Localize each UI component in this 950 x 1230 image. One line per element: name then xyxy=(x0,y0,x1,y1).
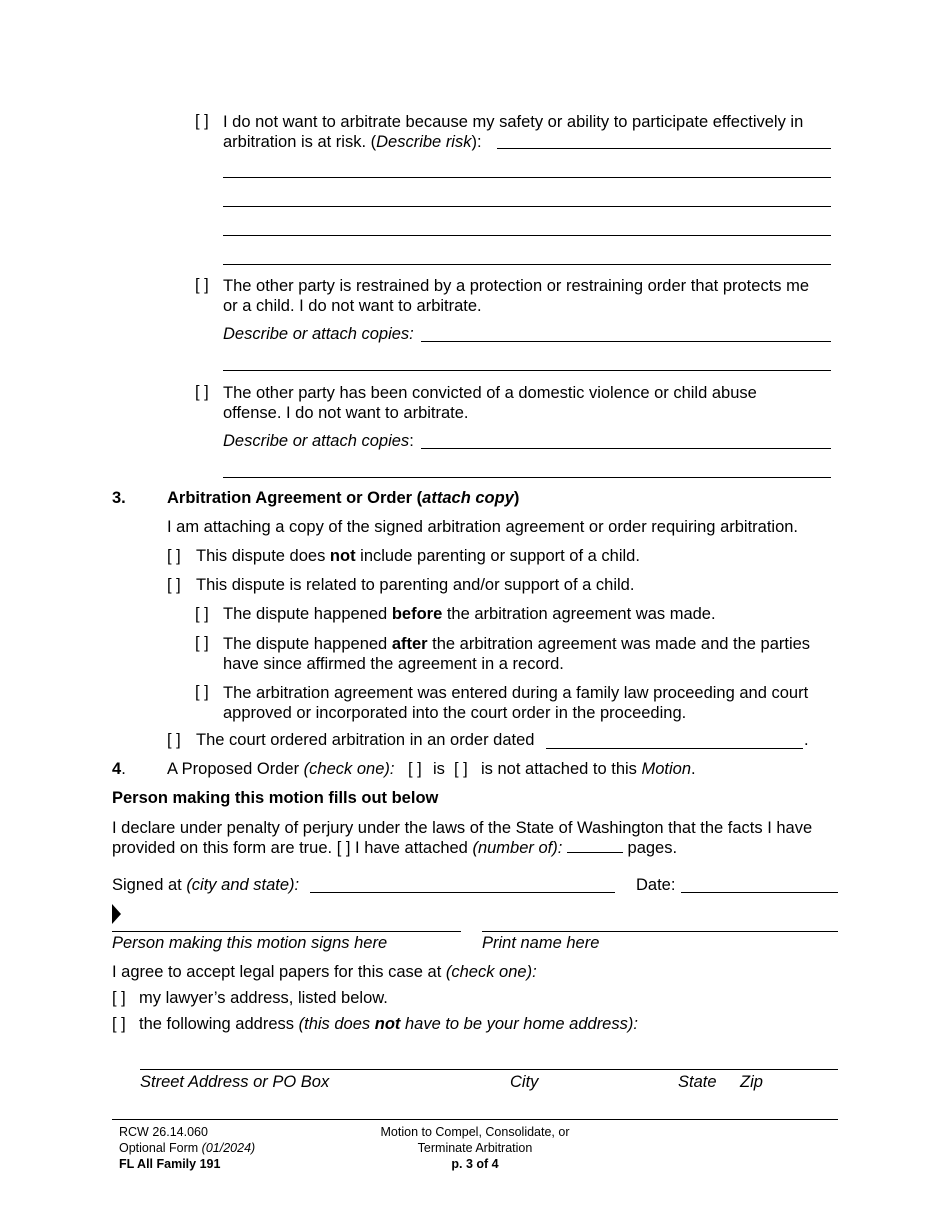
lawyer-address-text: my lawyer’s address, listed below. xyxy=(139,989,388,1007)
risk-field-line-3[interactable] xyxy=(223,206,831,207)
court-ordered-text: The court ordered arbitration in an order dated xyxy=(196,731,535,749)
following-address-text: the following address (this does not have to be your home address): xyxy=(139,1015,638,1033)
signature-label: Person making this motion signs here xyxy=(112,934,388,952)
conviction-checkbox[interactable]: [ ] xyxy=(195,383,209,401)
dispute-after-text xyxy=(223,634,843,674)
risk-line1: I do not want to arbitrate because my safety or ability to participate effectively in xyxy=(223,113,804,131)
footer-divider xyxy=(112,1119,838,1120)
conviction-line1: The other party has been convicted of a domestic violence or child abuse xyxy=(223,384,757,402)
address-field[interactable] xyxy=(140,1069,838,1070)
agreement-entered-line2: approved or incorporated into the court order in the proceeding. xyxy=(223,704,687,722)
protection-describe-label: Describe or attach copies: xyxy=(223,325,414,343)
risk-item-text xyxy=(223,112,843,152)
protection-line1: The other party is restrained by a protection or restraining order that protects me xyxy=(223,277,810,295)
street-label: Street Address or PO Box xyxy=(140,1073,330,1091)
signature-field[interactable] xyxy=(112,931,461,932)
risk-field-line-1[interactable] xyxy=(497,148,831,149)
proposed-order-is-not-checkbox[interactable]: [ ] xyxy=(454,760,468,778)
section4-text: A Proposed Order (check one): xyxy=(167,760,395,778)
protection-line2: or a child. I do not want to arbitrate. xyxy=(223,297,482,315)
risk-field-line-4[interactable] xyxy=(223,235,831,236)
following-address-checkbox[interactable]: [ ] xyxy=(112,1015,126,1033)
protection-field-line-2[interactable] xyxy=(223,370,831,371)
signer-heading: Person making this motion fills out below xyxy=(112,789,439,807)
section3-title: Arbitration Agreement or Order (attach copy) xyxy=(167,489,520,507)
declaration-text xyxy=(112,818,852,858)
footer-title-line1: Motion to Compel, Consolidate, or xyxy=(380,1125,570,1139)
risk-field-line-5[interactable] xyxy=(223,264,831,265)
court-order-date-field[interactable] xyxy=(546,748,803,749)
footer-title-line2: Terminate Arbitration xyxy=(417,1141,533,1155)
parenting-related-text: This dispute is related to parenting and/or support of a child. xyxy=(196,576,635,594)
print-name-label: Print name here xyxy=(482,934,600,952)
footer-page: p. 3 of 4 xyxy=(451,1157,499,1171)
risk-line2: arbitration is at risk. (Describe risk): xyxy=(223,133,482,151)
pages-count-field[interactable] xyxy=(567,838,623,853)
risk-field-line-2[interactable] xyxy=(223,177,831,178)
agreement-entered-line1: The arbitration agreement was entered during a family law proceeding and court xyxy=(223,684,809,702)
signed-at-label: Signed at (city and state): xyxy=(112,876,300,894)
agreement-entered-text xyxy=(223,683,843,723)
footer-form-id: FL All Family 191 xyxy=(119,1157,221,1171)
parenting-related-checkbox[interactable]: [ ] xyxy=(167,576,181,594)
dispute-after-line2: have since affirmed the agreement in a record. xyxy=(223,655,564,673)
dispute-before-text: The dispute happened before the arbitration agreement was made. xyxy=(223,605,716,623)
court-ordered-checkbox[interactable]: [ ] xyxy=(167,731,181,749)
conviction-line2: offense. I do not want to arbitrate. xyxy=(223,404,469,422)
not-parenting-checkbox[interactable]: [ ] xyxy=(167,547,181,565)
zip-label: Zip xyxy=(740,1073,763,1091)
protection-field-line-1[interactable] xyxy=(421,341,831,342)
declaration-line2: provided on this form are true. [ ] I have attached (number of): pages. xyxy=(112,839,678,857)
lawyer-address-checkbox[interactable]: [ ] xyxy=(112,989,126,1007)
section4-number: 4. xyxy=(112,760,126,778)
state-label: State xyxy=(678,1073,717,1091)
city-label: City xyxy=(510,1073,539,1091)
signed-at-field[interactable] xyxy=(310,892,615,893)
date-field[interactable] xyxy=(681,892,838,893)
dispute-after-checkbox[interactable]: [ ] xyxy=(195,634,209,652)
section3-intro: I am attaching a copy of the signed arbitration agreement or order requiring arbitration. xyxy=(167,518,799,536)
date-label: Date: xyxy=(636,876,676,894)
footer-center xyxy=(355,1124,595,1172)
print-name-field[interactable] xyxy=(482,931,838,932)
conviction-item-text xyxy=(223,383,843,423)
protection-checkbox[interactable]: [ ] xyxy=(195,276,209,294)
conviction-describe-label: Describe or attach copies: xyxy=(223,432,414,450)
agreement-entered-checkbox[interactable]: [ ] xyxy=(195,683,209,701)
proposed-order-is-label: is xyxy=(433,760,445,778)
footer-left xyxy=(119,1124,255,1172)
not-parenting-text: This dispute does not include parenting or support of a child. xyxy=(196,547,640,565)
conviction-field-line-2[interactable] xyxy=(223,477,831,478)
declaration-line1: I declare under penalty of perjury under the laws of the State of Washington that the facts I have xyxy=(112,819,813,837)
protection-item-text xyxy=(223,276,843,316)
section3-number: 3. xyxy=(112,489,126,507)
footer-optional: Optional Form (01/2024) xyxy=(119,1141,256,1155)
conviction-field-line-1[interactable] xyxy=(421,448,831,449)
service-intro: I agree to accept legal papers for this case at (check one): xyxy=(112,963,537,981)
court-ordered-period: . xyxy=(804,731,809,749)
risk-checkbox[interactable]: [ ] xyxy=(195,112,209,130)
proposed-order-is-not-label: is not attached to this Motion. xyxy=(481,760,696,778)
dispute-before-checkbox[interactable]: [ ] xyxy=(195,605,209,623)
dispute-after-line1: The dispute happened after the arbitration agreement was made and the parties xyxy=(223,635,811,653)
signature-arrow-icon xyxy=(112,904,122,924)
proposed-order-is-checkbox[interactable]: [ ] xyxy=(408,760,422,778)
footer-rcw: RCW 26.14.060 xyxy=(119,1125,208,1139)
